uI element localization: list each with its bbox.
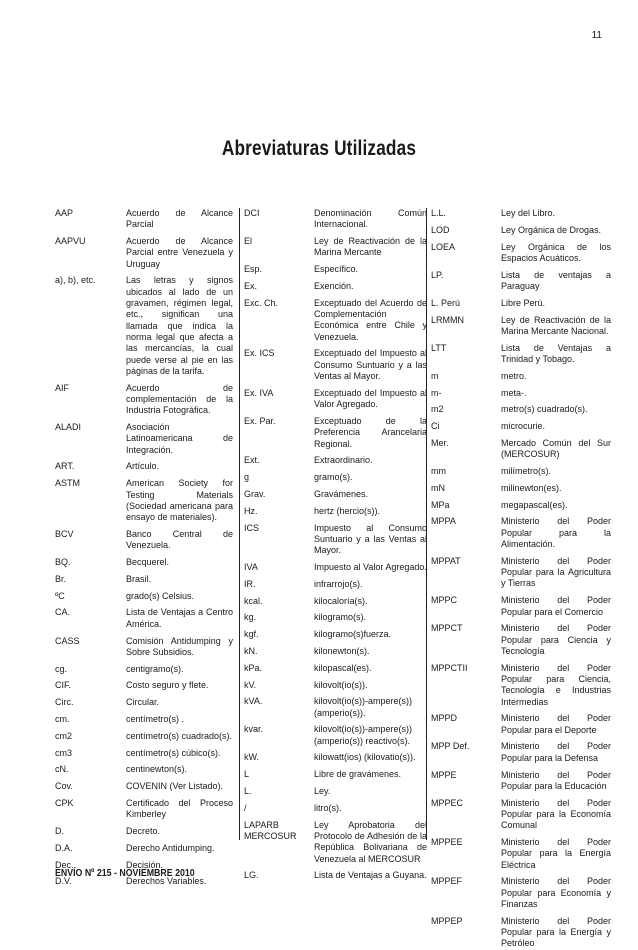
abbreviation-definition: Costo seguro y flete. — [126, 680, 209, 691]
abbreviation-definition: Lista de ventajas a Paraguay — [501, 269, 611, 291]
abbreviation-definition: Decisión. — [126, 859, 164, 870]
abbreviation-entry — [431, 556, 611, 590]
abbreviation-term: Grav. — [244, 488, 266, 499]
abbreviation-entry — [244, 724, 427, 747]
abbreviation-entry — [431, 315, 611, 338]
abbreviation-entry — [244, 696, 427, 719]
abbreviation-definition: Ministerio del Poder Popular para Economía y Finanzas — [501, 876, 611, 910]
abbreviation-entry — [431, 623, 611, 657]
abbreviation-definition: Comisión Antidumping y Sobre Subsidios. — [126, 635, 233, 657]
abbreviation-definition: Brasil. — [126, 573, 152, 584]
abbreviation-definition: hertz (hercio(s)). — [314, 505, 381, 516]
abbreviation-definition: Ministerio del Poder Popular para la Educación — [501, 769, 611, 791]
abbreviation-term: ICS — [244, 522, 260, 533]
abbreviation-definition: Becquerel. — [126, 557, 170, 568]
abbreviation-definition: milinewton(es). — [501, 482, 562, 493]
abbreviation-definition: meta-. — [501, 387, 527, 398]
abbreviation-entry — [55, 383, 233, 417]
abbreviation-entry — [55, 748, 233, 759]
abbreviation-entry — [55, 664, 233, 675]
abbreviation-entry — [244, 786, 427, 797]
abbreviation-definition: Extraordinario. — [314, 455, 373, 466]
abbreviation-definition: infrarrojo(s). — [314, 578, 363, 589]
abbreviation-definition: Asociación Latinoamericana de Integración. — [126, 422, 233, 455]
abbreviation-term: El — [244, 236, 253, 247]
abbreviation-term: Cov. — [55, 781, 73, 792]
abbreviation-term: LAPARB MERCOSUR — [244, 819, 297, 841]
abbreviation-definition: Ministerio del Poder Popular para la Agricultura y Tierras — [501, 555, 611, 589]
abbreviation-term: kPa. — [244, 662, 263, 673]
abbreviation-entry — [431, 298, 611, 309]
abbreviation-entry — [244, 820, 427, 865]
abbreviation-entry — [55, 208, 233, 231]
abbreviation-term: LP. — [431, 269, 444, 280]
abbreviation-entry — [244, 208, 427, 231]
abbreviation-term: g — [244, 472, 250, 483]
abbreviation-entry — [244, 506, 427, 517]
abbreviation-definition: Decreto. — [126, 826, 161, 837]
abbreviation-entry — [244, 472, 427, 483]
abbreviation-definition: Ministerio del Poder Popular para la Energía Eléctrica — [501, 837, 611, 870]
abbreviation-term: ART. — [55, 461, 75, 472]
abbreviation-term: Hz. — [244, 505, 258, 516]
abbreviation-entry — [244, 264, 427, 275]
footer-issue: ENVÍO Nº 215 - NOVIEMBRE 2010 — [55, 868, 195, 879]
abbreviation-entry — [431, 270, 611, 293]
abbreviation-term: cN. — [55, 764, 69, 775]
abbreviation-definition: megapascal(es). — [501, 499, 568, 510]
abbreviation-entry — [431, 371, 611, 382]
abbreviation-term: BCV — [55, 528, 74, 539]
abbreviation-term: DCI — [244, 208, 260, 218]
abbreviation-term: MPPE — [431, 769, 457, 780]
abbreviation-definition: Artículo. — [126, 461, 160, 472]
abbreviation-term: Ex. Par. — [244, 415, 276, 426]
abbreviation-entry — [431, 741, 611, 764]
abbreviation-definition: Mercado Común del Sur (MERCOSUR) — [501, 437, 611, 460]
abbreviation-term: Exc. Ch. — [244, 297, 279, 308]
abbreviation-definition: Gravámenes. — [314, 488, 369, 499]
abbreviation-term: CA. — [55, 607, 71, 618]
abbreviation-term: L. Perú — [431, 297, 461, 308]
abbreviation-term: Mer. — [431, 437, 449, 448]
abbreviation-definition: COVENIN (Ver Listado). — [126, 781, 224, 792]
abbreviation-term: D.A. — [55, 842, 73, 853]
abbreviation-term: MPPEP — [431, 915, 463, 926]
abbreviation-definition: Lista de Ventajas a Centro América. — [126, 607, 233, 629]
abbreviation-term: kcal. — [244, 595, 263, 606]
abbreviation-term: kg. — [244, 612, 257, 623]
page-number: 11 — [591, 30, 602, 41]
abbreviation-definition: Exceptuado del Impuesto al Consumo Suntuario y a las Ventas al Mayor. — [314, 348, 427, 382]
abbreviation-definition: Ministerio del Poder Popular para el Comercio — [501, 595, 611, 617]
abbreviation-entry — [431, 225, 611, 236]
abbreviation-entry — [55, 680, 233, 691]
abbreviation-definition: centinewton(s). — [126, 764, 188, 775]
abbreviation-definition: Ley de Reactivación de la Marina Mercante — [314, 236, 427, 258]
abbreviation-term: LRMMN — [431, 314, 464, 325]
abbreviation-definition: Exceptuado de la Preferencia Arancelaria Regional. — [314, 415, 427, 449]
abbreviation-entry — [431, 483, 611, 494]
abbreviation-term: kV. — [244, 679, 257, 690]
abbreviation-definition: milímetro(s). — [501, 466, 551, 477]
abbreviation-term: MPP Def. — [431, 741, 470, 752]
abbreviation-entry — [244, 663, 427, 674]
abbreviation-entry — [244, 579, 427, 590]
abbreviation-definition: Acuerdo de complementación de la Industria Fotográfica. — [126, 382, 233, 416]
abbreviation-definition: Lista de Ventajas a Trinidad y Tobago. — [501, 342, 611, 364]
abbreviation-definition: gramo(s). — [314, 472, 353, 483]
abbreviation-entry — [55, 843, 233, 854]
abbreviation-term: m2 — [431, 404, 444, 415]
abbreviation-entry — [431, 208, 611, 219]
abbreviation-term: AAPVU — [55, 236, 86, 247]
abbreviation-entry — [431, 388, 611, 399]
abbreviation-definition: kilowatt(ios) (kilovatio(s)). — [314, 752, 416, 763]
page-title: Abreviaturas Utilizadas — [221, 137, 417, 160]
abbreviation-entry — [431, 876, 611, 910]
abbreviation-entry — [431, 837, 611, 871]
abbreviation-definition: kilovolt(io(s)). — [314, 679, 368, 690]
abbreviation-entry — [55, 529, 233, 552]
abbreviation-term: ºC — [55, 590, 65, 601]
abbreviation-definition: Certificado del Proceso Kimberley — [126, 797, 233, 820]
abbreviation-term: CPK — [55, 797, 74, 808]
abbreviation-entry — [431, 242, 611, 265]
abbreviation-definition: Acuerdo de Alcance Parcial — [126, 208, 233, 230]
abbreviation-term: MPPCTII — [431, 662, 468, 673]
abbreviation-definition: Exención. — [314, 280, 354, 291]
abbreviation-entry — [244, 562, 427, 573]
abbreviations-column-2 — [239, 208, 427, 881]
abbreviation-term: cm2 — [55, 730, 73, 741]
abbreviation-definition: Acuerdo de Alcance Parcial entre Venezuela y Uruguay — [126, 236, 233, 269]
abbreviation-entry — [55, 236, 233, 270]
abbreviation-definition: Ministerio del Poder Popular para la Alimentación. — [501, 516, 611, 550]
abbreviation-definition: grado(s) Celsius. — [126, 590, 195, 601]
abbreviation-term: MPPEC — [431, 797, 464, 808]
abbreviation-definition: centímetro(s) . — [126, 713, 185, 724]
abbreviation-term: MPPA — [431, 516, 456, 527]
abbreviation-definition: Denominación Común Internacional. — [314, 208, 427, 230]
abbreviation-definition: centigramo(s). — [126, 663, 184, 674]
abbreviation-term: Dec. — [55, 859, 74, 870]
abbreviation-definition: Ley. — [314, 786, 331, 797]
abbreviation-term: Br. — [55, 573, 67, 584]
abbreviation-definition: Exceptuado del Impuesto al Valor Agregado. — [314, 387, 427, 410]
abbreviation-entry — [431, 770, 611, 793]
abbreviation-term: Ex. ICS — [244, 348, 275, 359]
abbreviation-entry — [244, 769, 427, 780]
abbreviation-term: a), b), etc. — [55, 275, 96, 286]
abbreviation-term: cm. — [55, 713, 70, 724]
abbreviation-definition: kilogramo(s)fuerza. — [314, 629, 392, 640]
abbreviation-definition: centímetro(s) cuadrado(s). — [126, 730, 233, 741]
abbreviation-entry — [55, 461, 233, 472]
abbreviation-term: m- — [431, 387, 442, 398]
abbreviation-definition: kilopascal(es). — [314, 662, 372, 673]
abbreviation-definition: Ley Orgánica de Drogas. — [501, 224, 602, 235]
abbreviation-term: L.L. — [431, 208, 447, 218]
abbreviation-term: Ex. — [244, 280, 258, 291]
abbreviation-term: IVA — [244, 561, 258, 572]
abbreviation-definition: Ley de Reactivación de la Marina Mercante Nacional. — [501, 314, 611, 336]
abbreviation-definition: kilovolt(io(s))-ampere(s)) (amperio(s)). — [314, 696, 413, 718]
abbreviation-term: cm3 — [55, 747, 73, 758]
abbreviation-entry — [431, 466, 611, 477]
abbreviation-term: MPa — [431, 499, 450, 510]
abbreviation-entry — [244, 803, 427, 814]
abbreviation-term: kgf. — [244, 629, 259, 640]
abbreviation-definition: Impuesto al Consumo Suntuario y a las Ventas al Mayor. — [314, 522, 427, 556]
abbreviation-entry — [431, 916, 611, 950]
abbreviation-term: / — [244, 802, 247, 813]
abbreviation-term: AAP — [55, 208, 74, 218]
abbreviation-definition: Ley Orgánica de los Espacios Acuáticos. — [501, 241, 611, 263]
abbreviation-entry — [244, 489, 427, 500]
abbreviation-entry — [55, 781, 233, 792]
abbreviation-term: MPPC — [431, 595, 458, 606]
abbreviation-entry — [55, 557, 233, 568]
abbreviation-term: kvar. — [244, 724, 264, 735]
abbreviation-term: cg. — [55, 663, 68, 674]
abbreviation-entry — [244, 870, 427, 881]
abbreviation-entry — [55, 798, 233, 821]
abbreviation-entry — [55, 764, 233, 775]
abbreviation-definition: kilocaloría(s). — [314, 595, 368, 606]
abbreviation-term: AIF — [55, 382, 70, 393]
abbreviation-term: LTT — [431, 342, 447, 353]
abbreviation-definition: Banco Central de Venezuela. — [126, 528, 233, 551]
abbreviation-entry — [55, 697, 233, 708]
abbreviation-definition: Ministerio del Poder Popular para Ciencia y Tecnología — [501, 623, 611, 656]
abbreviation-entry — [431, 663, 611, 708]
abbreviation-term: Esp. — [244, 264, 263, 275]
abbreviation-entry — [431, 595, 611, 618]
abbreviation-entry — [244, 416, 427, 450]
abbreviation-term: MPPAT — [431, 555, 461, 566]
abbreviation-definition: centímetro(s) cúbico(s). — [126, 747, 221, 758]
abbreviation-definition: Ley del Libro. — [501, 208, 556, 218]
abbreviation-term: kN. — [244, 645, 258, 656]
abbreviation-term: m — [431, 370, 439, 381]
abbreviation-term: ALADI — [55, 422, 82, 433]
abbreviation-definition: Las letras y signos ubicados al lado de un gravamen, régimen legal, etc., significan una llamada que indica la norma legal que afecta a las mercancías, la cual puede verse al pie en las páginas de la tarifa. — [126, 275, 233, 376]
abbreviation-entry — [431, 343, 611, 366]
abbreviation-entry — [244, 523, 427, 557]
abbreviation-term: ASTM — [55, 478, 81, 489]
abbreviation-definition: metro(s) cuadrado(s). — [501, 404, 588, 415]
abbreviation-definition: American Society for Testing Materials (Sociedad americana para ensayo de materiales). — [126, 478, 233, 523]
abbreviation-entry — [55, 826, 233, 837]
abbreviation-entry — [55, 607, 233, 630]
abbreviation-term: mN — [431, 482, 445, 493]
abbreviation-entry — [55, 714, 233, 725]
abbreviation-definition: Derecho Antidumping. — [126, 842, 215, 853]
abbreviation-definition: Ley Aprobatoria del Protocolo de Adhesión de la República Bolivariana de Venezuela al MERCOSUR — [314, 819, 427, 864]
abbreviation-entry — [431, 421, 611, 432]
abbreviation-entry — [244, 680, 427, 691]
abbreviation-entry — [55, 731, 233, 742]
abbreviation-definition: kilovolt(io(s))-ampere(s)) (amperio(s)) reactivo(s). — [314, 724, 413, 746]
abbreviation-entry — [55, 422, 233, 456]
abbreviation-definition: microcurie. — [501, 421, 546, 432]
abbreviation-term: MPPEE — [431, 837, 463, 848]
abbreviation-entry — [244, 348, 427, 382]
abbreviation-entry — [55, 574, 233, 585]
abbreviation-term: Ci — [431, 421, 440, 432]
abbreviation-entry — [244, 236, 427, 259]
abbreviation-entry — [431, 404, 611, 415]
abbreviation-term: MPPEF — [431, 876, 463, 887]
abbreviation-definition: Circular. — [126, 697, 160, 708]
abbreviation-entry — [431, 713, 611, 736]
abbreviation-entry — [244, 596, 427, 607]
abbreviation-entry — [431, 798, 611, 832]
abbreviation-definition: Ministerio del Poder Popular para Ciencia, Tecnología e Industrias Intermedias — [501, 662, 611, 707]
abbreviation-term: Circ. — [55, 697, 74, 708]
abbreviation-definition: Ministerio del Poder Popular para el Deporte — [501, 713, 611, 735]
abbreviation-definition: kilonewton(s). — [314, 645, 370, 656]
abbreviation-entry — [244, 646, 427, 657]
abbreviation-entry — [244, 612, 427, 623]
abbreviation-term: CIF. — [55, 680, 72, 691]
abbreviation-term: kVA. — [244, 696, 263, 707]
abbreviation-definition: Ministerio del Poder Popular para la Defensa — [501, 741, 611, 763]
abbreviation-term: MPPD — [431, 713, 458, 724]
abbreviation-term: kW. — [244, 752, 259, 763]
abbreviation-definition: Lista de Ventajas a Guyana. — [314, 870, 427, 881]
abbreviation-entry — [244, 281, 427, 292]
abbreviation-term: Ext. — [244, 455, 260, 466]
abbreviation-term: MPPCT — [431, 623, 463, 634]
abbreviation-entry — [431, 438, 611, 461]
abbreviation-term: Ex. IVA — [244, 387, 274, 398]
abbreviation-definition: Ministerio del Poder Popular para la Energía y Petróleo — [501, 915, 611, 949]
abbreviation-entry — [244, 388, 427, 411]
abbreviation-entry — [55, 275, 233, 377]
abbreviation-definition: Específico. — [314, 264, 359, 275]
abbreviation-term: LOD — [431, 224, 450, 235]
abbreviation-definition: Impuesto al Valor Agregado. — [314, 561, 427, 572]
abbreviation-entry — [55, 591, 233, 602]
abbreviation-term: L. — [244, 786, 252, 797]
abbreviation-entry — [431, 500, 611, 511]
abbreviation-definition: Derechos Variables. — [126, 876, 207, 887]
abbreviation-term: LG. — [244, 870, 259, 881]
abbreviation-entry — [244, 455, 427, 466]
abbreviation-entry — [244, 629, 427, 640]
abbreviation-entry — [55, 478, 233, 523]
abbreviation-term: IR. — [244, 578, 256, 589]
abbreviation-term: D. — [55, 826, 64, 837]
abbreviation-definition: Exceptuado del Acuerdo de Complementación Económica entre Chile y Venezuela. — [314, 297, 427, 342]
abbreviation-entry — [55, 636, 233, 659]
abbreviation-definition: Libre Perú. — [501, 297, 546, 308]
abbreviation-term: BQ. — [55, 557, 71, 568]
abbreviation-definition: Ministerio del Poder Popular para la Economía Comunal — [501, 797, 611, 831]
abbreviation-definition: litro(s). — [314, 802, 342, 813]
abbreviations-column-1 — [55, 208, 233, 893]
abbreviation-entry — [244, 298, 427, 343]
abbreviation-term: CASS — [55, 635, 80, 646]
abbreviation-definition: Libre de gravámenes. — [314, 769, 402, 780]
abbreviation-term: mm — [431, 466, 446, 477]
abbreviation-definition: metro. — [501, 370, 527, 381]
abbreviations-column-3 — [426, 208, 611, 949]
abbreviation-term: LOEA — [431, 241, 456, 252]
abbreviation-term: L — [244, 769, 250, 780]
abbreviation-entry — [244, 752, 427, 763]
abbreviation-definition: kilogramo(s). — [314, 612, 367, 623]
abbreviation-entry — [431, 516, 611, 550]
abbreviation-term: D.V. — [55, 876, 72, 887]
